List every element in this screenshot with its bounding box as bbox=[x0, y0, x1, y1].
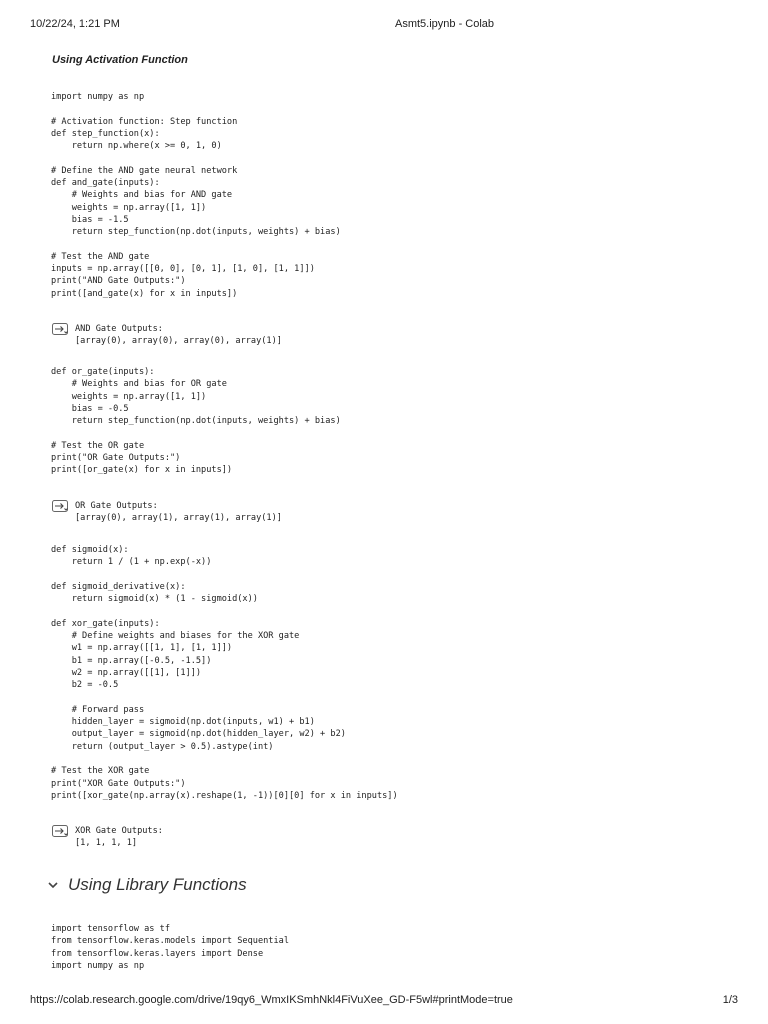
heading-activation-function: Using Activation Function bbox=[52, 54, 188, 66]
output-or-gate: OR Gate Outputs: [array(0), array(1), array(1), array(1)] bbox=[75, 501, 282, 524]
print-url: https://colab.research.google.com/drive/19qy6_WmxIKSmhNkl4FiVuXee_GD-F5wl#printMode=true bbox=[30, 994, 513, 1006]
heading-library-functions: Using Library Functions bbox=[68, 875, 247, 894]
section-heading-library-functions[interactable] bbox=[46, 873, 247, 897]
output-and-gate: AND Gate Outputs: [array(0), array(0), array(0), array(1)] bbox=[75, 324, 282, 347]
code-cell-and-gate[interactable]: import numpy as np # Activation function: Step function def step_function(x): return np.where(x >= 0, 1, 0) # Define the AND gate neural network def and_gate(inputs): # Weights and bias for AND gate weights = np.array([1, 1]) bias = -1.5 return step_function(np.dot(inputs, weights) + bias) # Test the AND gate inputs = np.array([[0, 0], [0, 1], [1, 0], [1, 1]]) print("AND Gate Outputs:") print([and_gate(x) for x in inputs]) bbox=[51, 92, 341, 299]
code-cell-xor-gate[interactable]: def sigmoid(x): return 1 / (1 + np.exp(-x)) def sigmoid_derivative(x): return sigmoid(x) * (1 - sigmoid(x)) def xor_gate(inputs): # Define weights and biases for the XOR gate w1 = np.array([[1, 1], [1, 1]]) b1 = np.array([-0.5, -1.5]) w2 = np.array([[1], [1]]) b2 = -0.5 # Forward pass hidden_layer = sigmoid(np.dot(inputs, w1) + b1) output_layer = sigmoid(np.dot(hidden_layer, w2) + b2) return (output_layer > 0.5).astype(int) # Test the XOR gate print("XOR Gate Outputs:") print([xor_gate(np.array(x).reshape(1, -1))[0][0] for x in inputs]) bbox=[51, 545, 398, 801]
output-arrow-icon[interactable] bbox=[52, 500, 68, 512]
output-arrow-icon[interactable] bbox=[52, 323, 68, 335]
print-datetime: 10/22/24, 1:21 PM bbox=[30, 18, 120, 30]
print-page-number: 1/3 bbox=[722, 994, 738, 1006]
output-arrow-icon[interactable] bbox=[52, 825, 68, 837]
chevron-down-icon[interactable] bbox=[46, 878, 60, 892]
code-cell-or-gate[interactable]: def or_gate(inputs): # Weights and bias for OR gate weights = np.array([1, 1]) bias = -0.5 return step_function(np.dot(inputs, weights) + bias) # Test the OR gate print("OR Gate Outputs:") print([or_gate(x) for x in inputs]) bbox=[51, 367, 341, 476]
print-doc-title: Asmt5.ipynb - Colab bbox=[395, 18, 495, 30]
print-header bbox=[0, 18, 768, 34]
code-cell-tensorflow-imports[interactable]: import tensorflow as tf from tensorflow.keras.models import Sequential from tensorflow.keras.layers import Dense import numpy as np bbox=[51, 924, 289, 971]
output-xor-gate: XOR Gate Outputs: [1, 1, 1, 1] bbox=[75, 826, 163, 849]
